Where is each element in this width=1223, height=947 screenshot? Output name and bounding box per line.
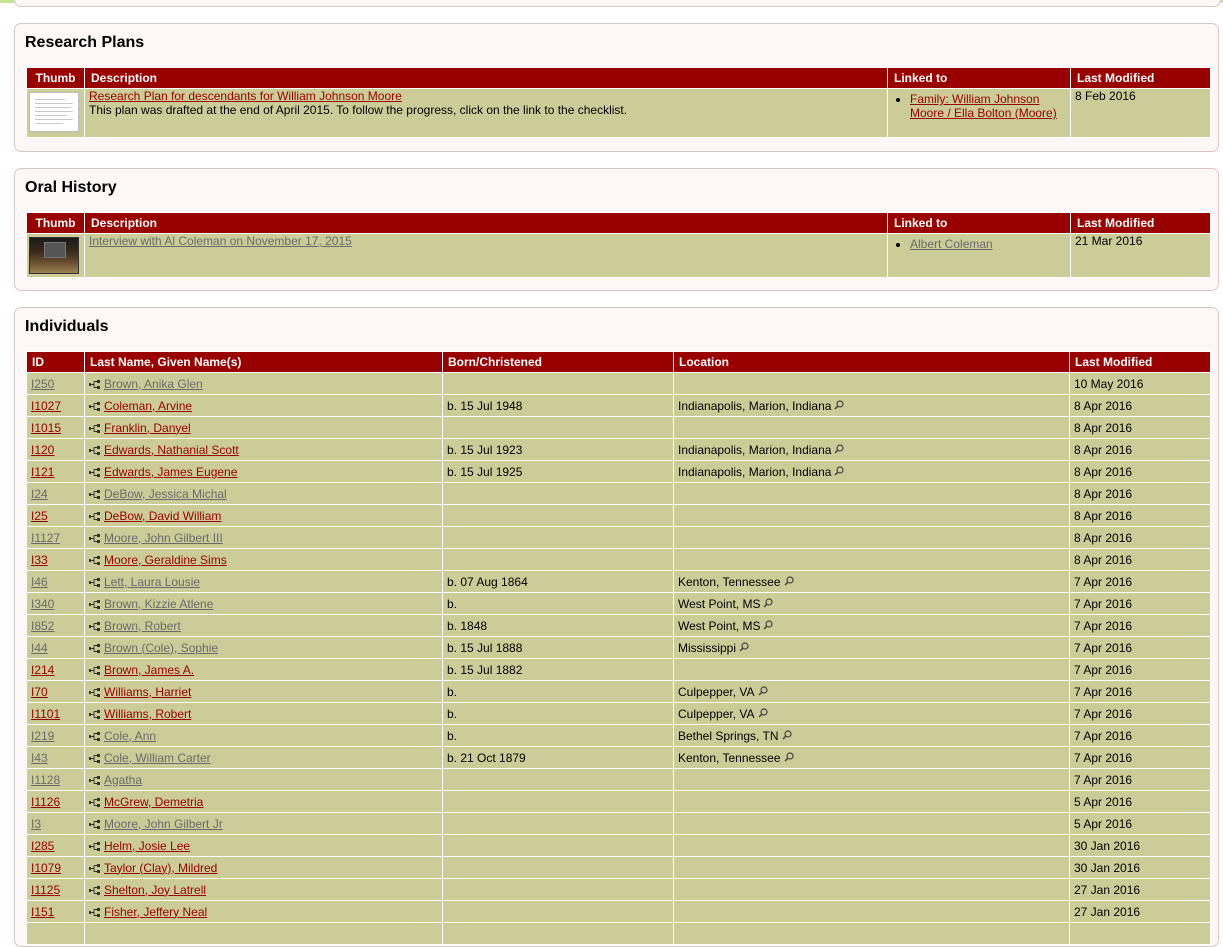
individuals-table — [26, 351, 1211, 945]
oral-history-link[interactable]: Interview with Al Coleman on November 17, 2015 — [89, 234, 352, 248]
born-cell — [443, 769, 674, 791]
modified-cell: 27 Jan 2016 — [1070, 879, 1211, 901]
born-cell: b. 15 Jul 1888 — [443, 637, 674, 659]
person-name-link[interactable]: Fisher, Jeffery Neal — [104, 904, 208, 919]
modified-cell: 27 Jan 2016 — [1070, 901, 1211, 923]
family-tree-icon[interactable] — [89, 554, 101, 563]
person-id-link[interactable]: I1015 — [31, 420, 62, 435]
person-id-link[interactable]: I1125 — [31, 882, 61, 897]
person-id-link[interactable]: I852 — [31, 618, 55, 633]
location-text: Indianapolis, Marion, Indiana — [678, 442, 832, 457]
modified-cell: 8 Apr 2016 — [1070, 417, 1211, 439]
location-cell — [674, 703, 1070, 725]
person-name-link[interactable]: Coleman, Arvine — [104, 398, 193, 413]
location-cell — [674, 527, 1070, 549]
name-cell — [85, 483, 443, 505]
family-tree-icon[interactable] — [89, 422, 101, 431]
person-name-link[interactable]: Brown, James A. — [104, 662, 195, 677]
research-plans-title: Research Plans — [25, 34, 145, 51]
table-row — [27, 571, 1211, 593]
map-search-icon[interactable] — [834, 465, 844, 475]
born-cell — [443, 923, 674, 945]
born-cell: b. 15 Jul 1948 — [443, 395, 674, 417]
family-tree-icon[interactable] — [89, 378, 101, 387]
name-cell — [85, 681, 443, 703]
family-tree-icon[interactable] — [89, 576, 101, 585]
person-name-link[interactable]: McGrew, Demetria — [104, 794, 204, 809]
modified-cell: 8 Apr 2016 — [1070, 505, 1211, 527]
family-tree-icon[interactable] — [89, 818, 101, 827]
name-cell — [85, 879, 443, 901]
previous-panel-bottom — [14, 0, 1221, 7]
photo-thumbnail-icon[interactable] — [29, 237, 79, 274]
id-cell — [27, 571, 85, 593]
location-cell — [674, 835, 1070, 857]
id-cell — [27, 791, 85, 813]
family-tree-icon[interactable] — [89, 400, 101, 409]
map-search-icon[interactable] — [758, 707, 768, 717]
table-row — [27, 417, 1211, 439]
modified-cell: 10 May 2016 — [1070, 373, 1211, 395]
header-id: ID — [27, 352, 85, 373]
person-id-link[interactable]: I121 — [31, 464, 55, 479]
person-id-link[interactable]: I43 — [31, 750, 48, 765]
family-tree-icon[interactable] — [89, 598, 101, 607]
header-last-modified: Last Modified — [1071, 68, 1211, 89]
person-id-link[interactable]: I285 — [31, 838, 55, 853]
name-cell — [85, 615, 443, 637]
person-id-link[interactable]: I25 — [31, 508, 48, 523]
modified-cell: 7 Apr 2016 — [1070, 681, 1211, 703]
family-tree-icon[interactable] — [89, 862, 101, 871]
location-cell — [674, 571, 1070, 593]
modified-cell: 8 Apr 2016 — [1070, 549, 1211, 571]
person-id-link[interactable]: I250 — [31, 376, 55, 391]
id-cell — [27, 439, 85, 461]
person-name-link[interactable]: Williams, Harriet — [104, 684, 192, 699]
map-search-icon[interactable] — [763, 619, 773, 629]
id-cell — [27, 769, 85, 791]
table-row — [27, 879, 1211, 901]
person-name-link[interactable]: Brown, Robert — [104, 618, 181, 633]
location-cell — [674, 857, 1070, 879]
modified-cell: 7 Apr 2016 — [1070, 703, 1211, 725]
modified-cell: 7 Apr 2016 — [1070, 571, 1211, 593]
person-name-link[interactable]: Moore, John Gilbert Jr — [104, 816, 223, 831]
location-text: Indianapolis, Marion, Indiana — [678, 398, 832, 413]
modified-cell: 8 Apr 2016 — [1070, 439, 1211, 461]
map-search-icon[interactable] — [782, 729, 792, 739]
location-cell — [674, 923, 1070, 945]
name-cell — [85, 527, 443, 549]
id-cell — [27, 549, 85, 571]
research-plans-panel — [14, 23, 1219, 152]
name-cell — [85, 571, 443, 593]
location-text: Mississippi — [678, 640, 737, 655]
name-cell — [85, 373, 443, 395]
thumb-cell[interactable] — [27, 89, 85, 138]
born-cell: b. 15 Jul 1923 — [443, 439, 674, 461]
id-cell — [27, 659, 85, 681]
person-id-link[interactable]: I120 — [31, 442, 55, 457]
location-cell — [674, 791, 1070, 813]
id-cell — [27, 901, 85, 923]
modified-cell: 30 Jan 2016 — [1070, 857, 1211, 879]
header-last-modified: Last Modified — [1071, 213, 1211, 234]
family-tree-icon[interactable] — [89, 466, 101, 475]
id-cell — [27, 681, 85, 703]
location-cell — [674, 659, 1070, 681]
family-tree-icon[interactable] — [89, 796, 101, 805]
table-row — [27, 439, 1211, 461]
id-cell — [27, 417, 85, 439]
id-cell — [27, 527, 85, 549]
location-text: Kenton, Tennessee — [678, 750, 781, 765]
location-cell — [674, 395, 1070, 417]
location-cell — [674, 879, 1070, 901]
person-id-link[interactable]: I219 — [31, 728, 55, 743]
id-cell — [27, 395, 85, 417]
id-cell — [27, 637, 85, 659]
table-row — [27, 505, 1211, 527]
table-row — [27, 681, 1211, 703]
individuals-panel — [14, 307, 1219, 947]
name-cell — [85, 549, 443, 571]
born-cell — [443, 879, 674, 901]
name-cell — [85, 813, 443, 835]
location-text: Culpepper, VA — [678, 706, 755, 721]
table-row — [27, 813, 1211, 835]
modified-cell: 5 Apr 2016 — [1070, 813, 1211, 835]
modified-cell: 7 Apr 2016 — [1070, 725, 1211, 747]
person-name-link[interactable]: Franklin, Danyel — [104, 420, 191, 435]
linked-family-link[interactable]: Family: William Johnson Moore / Ella Bolton (Moore) — [910, 92, 1057, 120]
map-search-icon[interactable] — [784, 751, 794, 761]
family-tree-icon[interactable] — [89, 730, 101, 739]
modified-cell: 8 Apr 2016 — [1070, 527, 1211, 549]
table-row — [27, 901, 1211, 923]
header-description: Description — [85, 213, 888, 234]
name-cell — [85, 747, 443, 769]
family-tree-icon[interactable] — [89, 906, 101, 915]
person-name-link[interactable]: DeBow, David William — [104, 508, 222, 523]
table-row — [27, 923, 1211, 945]
modified-cell: 7 Apr 2016 — [1070, 593, 1211, 615]
born-cell: b. 15 Jul 1925 — [443, 461, 674, 483]
name-cell — [85, 637, 443, 659]
location-cell — [674, 637, 1070, 659]
map-search-icon[interactable] — [763, 597, 773, 607]
name-cell — [85, 835, 443, 857]
name-cell — [85, 417, 443, 439]
family-tree-icon[interactable] — [89, 510, 101, 519]
location-cell — [674, 439, 1070, 461]
family-tree-icon[interactable] — [89, 686, 101, 695]
id-cell — [27, 461, 85, 483]
header-thumb: Thumb — [27, 68, 85, 89]
location-cell — [674, 505, 1070, 527]
table-row — [27, 769, 1211, 791]
individuals-title: Individuals — [25, 318, 109, 335]
person-id-link[interactable]: I1079 — [31, 860, 62, 875]
modified-cell: 7 Apr 2016 — [1070, 747, 1211, 769]
family-tree-icon[interactable] — [89, 488, 101, 497]
person-name-link[interactable]: Williams, Robert — [104, 706, 192, 721]
table-row — [27, 637, 1211, 659]
table-row — [27, 835, 1211, 857]
table-row — [27, 395, 1211, 417]
modified-cell: 8 Apr 2016 — [1070, 461, 1211, 483]
person-name-link[interactable]: Brown, Kizzie Atlene — [104, 596, 214, 611]
table-row — [27, 483, 1211, 505]
modified-cell: 7 Apr 2016 — [1070, 615, 1211, 637]
person-name-link[interactable]: Shelton, Joy Latrell — [104, 882, 207, 897]
id-cell — [27, 857, 85, 879]
person-id-link[interactable]: I1128 — [31, 772, 61, 787]
family-tree-icon[interactable] — [89, 532, 101, 541]
oral-history-title: Oral History — [25, 179, 117, 196]
table-row — [27, 593, 1211, 615]
person-id-link[interactable]: I1127 — [31, 530, 61, 545]
linked-person-link[interactable]: Albert Coleman — [910, 237, 993, 251]
name-cell — [85, 439, 443, 461]
person-name-link[interactable]: Taylor (Clay), Mildred — [104, 860, 218, 875]
person-name-link[interactable]: Moore, Geraldine Sims — [104, 552, 227, 567]
name-cell — [85, 703, 443, 725]
location-cell — [674, 461, 1070, 483]
table-row — [27, 857, 1211, 879]
location-cell — [674, 549, 1070, 571]
id-cell — [27, 505, 85, 527]
name-cell — [85, 901, 443, 923]
id-cell — [27, 835, 85, 857]
person-name-link[interactable]: Agatha — [104, 772, 143, 787]
location-cell — [674, 813, 1070, 835]
location-cell — [674, 483, 1070, 505]
id-cell — [27, 373, 85, 395]
id-cell — [27, 879, 85, 901]
person-id-link[interactable]: I3 — [31, 816, 42, 831]
person-name-link[interactable]: Helm, Josie Lee — [104, 838, 191, 853]
born-cell — [443, 505, 674, 527]
table-row — [27, 373, 1211, 395]
modified-cell: 7 Apr 2016 — [1070, 769, 1211, 791]
born-cell: b. 15 Jul 1882 — [443, 659, 674, 681]
table-row — [27, 461, 1211, 483]
born-cell — [443, 901, 674, 923]
id-cell — [27, 813, 85, 835]
person-id-link[interactable]: I70 — [31, 684, 48, 699]
header-name: Last Name, Given Name(s) — [85, 352, 443, 373]
person-name-link[interactable]: Brown, Anika Glen — [104, 376, 203, 391]
born-cell: b. — [443, 703, 674, 725]
person-name-link[interactable]: Edwards, James Eugene — [104, 464, 238, 479]
map-search-icon[interactable] — [834, 443, 844, 453]
person-name-link[interactable]: Moore, John Gilbert III — [104, 530, 223, 545]
table-row — [27, 615, 1211, 637]
born-cell — [443, 835, 674, 857]
born-cell: b. — [443, 593, 674, 615]
modified-cell: 7 Apr 2016 — [1070, 637, 1211, 659]
born-cell: b. — [443, 681, 674, 703]
person-id-link[interactable]: I46 — [31, 574, 48, 589]
header-last-modified: Last Modified — [1070, 352, 1211, 373]
family-tree-icon[interactable] — [89, 708, 101, 717]
modified-cell: 5 Apr 2016 — [1070, 791, 1211, 813]
map-search-icon[interactable] — [834, 399, 844, 409]
linked-cell — [888, 234, 1071, 278]
born-cell — [443, 417, 674, 439]
family-tree-icon[interactable] — [89, 840, 101, 849]
location-cell — [674, 681, 1070, 703]
id-cell — [27, 923, 85, 945]
oral-history-panel — [14, 168, 1219, 291]
name-cell — [85, 857, 443, 879]
born-cell — [443, 527, 674, 549]
description-cell — [85, 89, 888, 138]
location-cell — [674, 901, 1070, 923]
table-row — [27, 234, 1211, 278]
name-cell — [85, 505, 443, 527]
born-cell — [443, 857, 674, 879]
modified-cell: 21 Mar 2016 — [1071, 234, 1211, 278]
name-cell — [85, 923, 443, 945]
person-name-link[interactable]: Brown (Cole), Sophie — [104, 640, 219, 655]
header-linked-to: Linked to — [888, 213, 1071, 234]
born-cell — [443, 791, 674, 813]
location-cell — [674, 417, 1070, 439]
name-cell — [85, 461, 443, 483]
modified-cell: 7 Apr 2016 — [1070, 659, 1211, 681]
person-id-link[interactable]: I24 — [31, 486, 48, 501]
location-text: Kenton, Tennessee — [678, 574, 781, 589]
name-cell — [85, 395, 443, 417]
research-plan-link[interactable]: Research Plan for descendants for William Johnson Moore — [89, 89, 402, 103]
name-cell — [85, 659, 443, 681]
born-cell — [443, 813, 674, 835]
person-id-link[interactable]: I340 — [31, 596, 55, 611]
person-id-link[interactable]: I151 — [31, 904, 55, 919]
location-text: West Point, MS — [678, 596, 761, 611]
location-cell — [674, 725, 1070, 747]
location-cell — [674, 747, 1070, 769]
table-row — [27, 527, 1211, 549]
location-cell — [674, 615, 1070, 637]
person-name-link[interactable]: Lett, Laura Lousie — [104, 574, 201, 589]
family-tree-icon[interactable] — [89, 642, 101, 651]
name-cell — [85, 769, 443, 791]
person-id-link[interactable]: I1101 — [31, 706, 61, 721]
document-thumbnail-icon[interactable] — [29, 92, 79, 132]
family-tree-icon[interactable] — [89, 664, 101, 673]
person-id-link[interactable]: I1126 — [31, 794, 61, 809]
born-cell: b. 07 Aug 1864 — [443, 571, 674, 593]
table-row — [27, 659, 1211, 681]
person-name-link[interactable]: Cole, William Carter — [104, 750, 211, 765]
individuals-rows — [27, 373, 1211, 945]
table-row — [27, 549, 1211, 571]
table-row — [27, 747, 1211, 769]
id-cell — [27, 725, 85, 747]
header-born: Born/Christened — [443, 352, 674, 373]
id-cell — [27, 747, 85, 769]
location-text: Culpepper, VA — [678, 684, 755, 699]
family-tree-icon[interactable] — [89, 774, 101, 783]
location-cell — [674, 373, 1070, 395]
family-tree-icon[interactable] — [89, 444, 101, 453]
location-text: Bethel Springs, TN — [678, 728, 779, 743]
person-id-link[interactable]: I214 — [31, 662, 55, 677]
born-cell: b. 1848 — [443, 615, 674, 637]
id-cell — [27, 593, 85, 615]
location-text: Indianapolis, Marion, Indiana — [678, 464, 832, 479]
oral-history-table — [26, 212, 1211, 278]
family-tree-icon[interactable] — [89, 620, 101, 629]
header-location: Location — [674, 352, 1070, 373]
born-cell — [443, 549, 674, 571]
name-cell — [85, 725, 443, 747]
person-name-link[interactable]: DeBow, Jessica Michal — [104, 486, 227, 501]
name-cell — [85, 791, 443, 813]
person-name-link[interactable]: Edwards, Nathanial Scott — [104, 442, 239, 457]
header-thumb: Thumb — [27, 213, 85, 234]
research-plan-text: This plan was drafted at the end of April 2015. To follow the progress, click on the link to the checklist. — [89, 103, 628, 117]
modified-cell: 8 Feb 2016 — [1071, 89, 1211, 138]
id-cell — [27, 483, 85, 505]
description-cell — [85, 234, 888, 278]
id-cell — [27, 703, 85, 725]
id-cell — [27, 615, 85, 637]
family-tree-icon[interactable] — [89, 884, 101, 893]
person-id-link[interactable]: I44 — [31, 640, 48, 655]
map-search-icon[interactable] — [739, 641, 749, 651]
header-linked-to: Linked to — [888, 68, 1071, 89]
table-row — [27, 725, 1211, 747]
table-row — [27, 89, 1211, 138]
person-id-link[interactable]: I1027 — [31, 398, 62, 413]
born-cell — [443, 483, 674, 505]
map-search-icon[interactable] — [758, 685, 768, 695]
modified-cell — [1070, 923, 1211, 945]
modified-cell: 8 Apr 2016 — [1070, 395, 1211, 417]
header-description: Description — [85, 68, 888, 89]
person-id-link[interactable]: I33 — [31, 552, 48, 567]
research-plans-table — [26, 67, 1211, 138]
name-cell — [85, 593, 443, 615]
thumb-cell[interactable] — [27, 234, 85, 278]
map-search-icon[interactable] — [784, 575, 794, 585]
table-row — [27, 703, 1211, 725]
location-cell — [674, 593, 1070, 615]
linked-cell — [888, 89, 1071, 138]
born-cell: b. 21 Oct 1879 — [443, 747, 674, 769]
modified-cell: 30 Jan 2016 — [1070, 835, 1211, 857]
modified-cell: 8 Apr 2016 — [1070, 483, 1211, 505]
born-cell: b. — [443, 725, 674, 747]
born-cell — [443, 373, 674, 395]
family-tree-icon[interactable] — [89, 752, 101, 761]
table-row — [27, 791, 1211, 813]
location-text: West Point, MS — [678, 618, 761, 633]
location-cell — [674, 769, 1070, 791]
person-name-link[interactable]: Cole, Ann — [104, 728, 157, 743]
